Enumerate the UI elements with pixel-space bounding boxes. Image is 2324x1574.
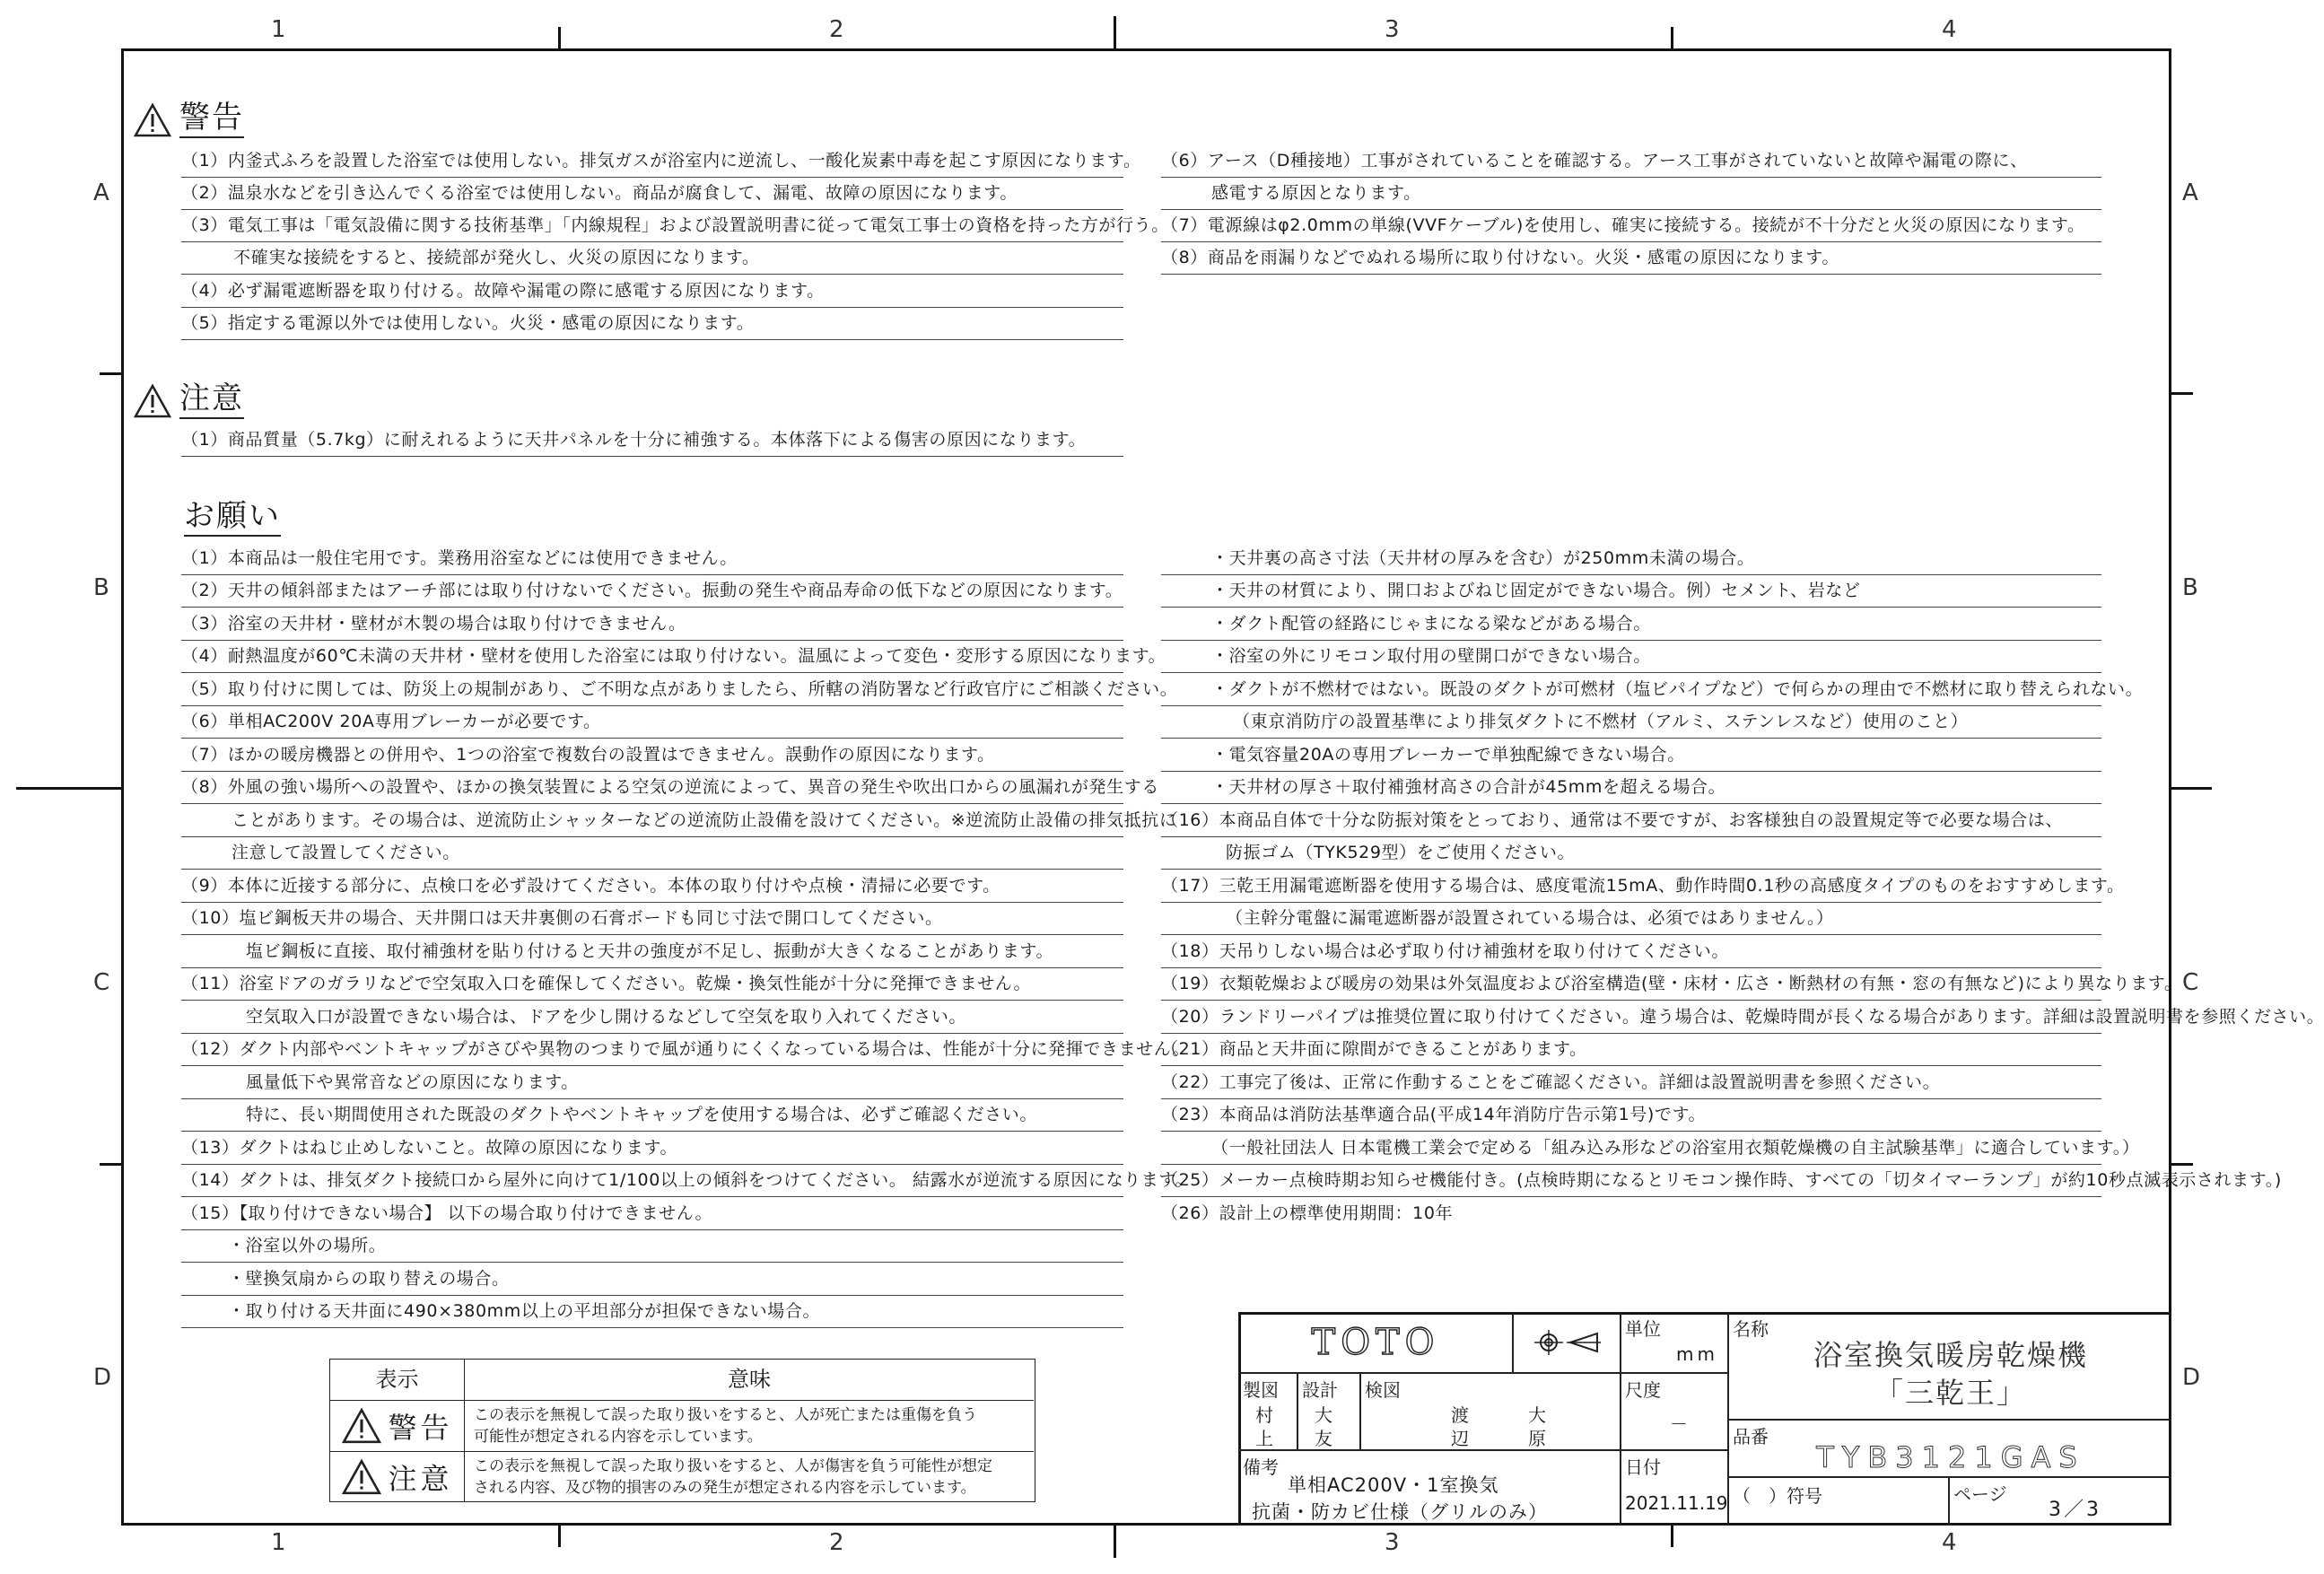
warning-item-7: （7）電源線はφ2.0mmの単線(VVFケーブル)を使用し、確実に接続する。接続が不十分だと火災の原因になります。	[1161, 212, 2101, 242]
request-item-23: （23）本商品は消防法基準適合品(平成14年消防庁告示第1号)です。	[1161, 1101, 2101, 1132]
request-item-19: （19）衣類乾燥および暖房の効果は外気温度および浴室構造(壁・床材・広さ・断熱材の有無・窓の有無など)により異なります。	[1161, 970, 2101, 1001]
brand-cell	[1238, 1312, 1513, 1373]
drafting-label: 製図	[1243, 1379, 1279, 1401]
symbol-label: （ ）符号	[1733, 1485, 1822, 1507]
request-item-14: （14）ダクトは、排気ダクト接続口から屋外に向けて1/100以上の傾斜をつけてください。 結露水が逆流する原因になります。	[181, 1167, 1123, 1197]
request-item-16-cont: 防振ゴム（TYK529型）をご使用ください。	[1161, 839, 2101, 870]
zone-col-1-bottom: 1	[271, 1529, 286, 1556]
product-name-line-1: 浴室換気暖房乾燥機	[1813, 1338, 2088, 1372]
warning-item-6-cont: 感電する原因となります。	[1161, 179, 2101, 210]
legend-row-caution-meaning	[465, 1452, 1034, 1501]
scale-label: 尺度	[1625, 1379, 1661, 1401]
request-item-6: （6）単相AC200V 20A専用ブレーカーが必要です。	[181, 708, 1123, 739]
check-name-2b: 原	[1528, 1428, 1546, 1449]
zone-col-2-bottom: 2	[829, 1529, 844, 1556]
request-item-9: （9）本体に近接する部分に、点検口を必ず設けてください。本体の取り付けや点検・清掃に必要です。	[181, 872, 1123, 903]
part-number-value: TYB3121GAS	[1816, 1440, 2085, 1474]
zone-col-4-bottom: 4	[1942, 1529, 1957, 1556]
unit-value: mm	[1676, 1343, 1718, 1365]
request-item-15: （15）【取り付けできない場合】 以下の場合取り付けできません。	[181, 1200, 1123, 1230]
unit-label: 単位	[1625, 1318, 1661, 1340]
warning-item-3-cont: 不確実な接続をすると、接続部が発火し、火災の原因になります。	[181, 244, 1123, 275]
legend-warning-meaning-2: 可能性が想定される内容を示しています。	[474, 1428, 763, 1446]
toto-logo: TOTO	[1311, 1322, 1440, 1363]
frame-tick	[2171, 1163, 2193, 1166]
name-cell	[1728, 1312, 2171, 1420]
request-right-7: ・電気容量20Aの専用ブレーカーで単独配線できない場合。	[1161, 741, 2101, 772]
request-item-12-cont: 風量低下や異常音などの原因になります。	[181, 1069, 1123, 1099]
legend-warning-text: 警告	[388, 1411, 453, 1445]
request-item-8-cont: ことがあります。その場合は、逆流防止シャッターなどの逆流防止設備を設けてください。※逆流防止設備の排気抵抗に	[181, 807, 1123, 837]
third-angle-projection-icon	[1531, 1327, 1603, 1358]
frame-tick	[100, 372, 121, 375]
request-right-8: ・天井材の厚さ＋取付補強材高さの合計が45mmを超える場合。	[1161, 774, 2101, 804]
date-value: 2021.11.19	[1625, 1492, 1728, 1514]
drafting-name-1: 村	[1255, 1404, 1273, 1426]
request-item-17: （17）三乾王用漏電遮断器を使用する場合は、感度電流15mA、動作時間0.1秒の高感度タイプのものをおすすめします。	[1161, 872, 2101, 903]
legend-row-warning-meaning	[465, 1401, 1034, 1452]
zone-row-c-left: C	[93, 969, 110, 996]
request-item-10-cont: 塩ビ鋼板に直接、取付補強材を貼り付けると天井の強度が不足し、振動が大きくなることがあります。	[181, 938, 1123, 968]
warning-heading	[133, 101, 244, 138]
check-name-1a: 渡	[1451, 1404, 1469, 1426]
warning-item-6: （6）アース（D種接地）工事がされていることを確認する。アース工事がされていないと故障や漏電の際に、	[1161, 147, 2101, 178]
warning-item-1: （1）内釜式ふろを設置した浴室では使用しない。排気ガスが浴室内に逆流し、一酸化炭素中毒を起こす原因になります。	[181, 147, 1123, 178]
request-item-20: （20）ランドリーパイプは推奨位置に取り付けてください。違う場合は、乾燥時間が長くなる場合があります。詳細は設置説明書を参照ください。	[1161, 1003, 2101, 1034]
warning-item-2: （2）温泉水などを引き込んでくる浴室では使用しない。商品が腐食して、漏電、故障の原因になります。	[181, 179, 1123, 210]
zone-col-3-bottom: 3	[1385, 1529, 1400, 1556]
warning-triangle-icon	[133, 102, 172, 138]
notes-line-2: 抗菌・防カビ仕様（グリルのみ）	[1252, 1501, 1548, 1523]
zone-row-a-left: A	[93, 179, 109, 206]
request-right-4: ・浴室の外にリモコン取付用の壁開口ができない場合。	[1161, 643, 2101, 673]
zone-row-d-left: D	[93, 1364, 112, 1391]
request-item-2: （2）天井の傾斜部またはアーチ部には取り付けないでください。振動の発生や商品寿命の低下などの原因になります。	[181, 577, 1123, 608]
warning-item-4: （4）必ず漏電遮断器を取り付ける。故障や漏電の際に感電する原因になります。	[181, 277, 1123, 308]
frame-tick	[2171, 787, 2212, 790]
drafting-cell	[1238, 1373, 1297, 1450]
zone-row-d-right: D	[2182, 1364, 2201, 1391]
request-right-5: ・ダクトが不燃材ではない。既設のダクトが可燃材（塩ビパイプなど）で何らかの理由で不燃材に取り替えられない。	[1161, 676, 2101, 706]
frame-tick	[558, 1526, 561, 1547]
request-item-15-sub-1: ・浴室以外の場所。	[181, 1232, 1123, 1263]
zone-row-b-left: B	[93, 574, 109, 601]
zone-col-1-top: 1	[271, 16, 286, 43]
request-item-15-sub-3: ・取り付ける天井面に490×380mm以上の平坦部分が担保できない場合。	[181, 1298, 1123, 1328]
legend-row-caution-label	[330, 1452, 465, 1501]
request-item-26: （26）設計上の標準使用期間：10年	[1161, 1203, 1454, 1223]
zone-row-c-right: C	[2182, 969, 2199, 996]
part-number-label: 品番	[1733, 1426, 1769, 1447]
frame-tick	[2171, 392, 2193, 395]
legend-header-meaning: 意味	[465, 1360, 1034, 1401]
check-label: 検図	[1365, 1379, 1401, 1401]
caution-triangle-icon	[133, 383, 172, 419]
request-item-25: （25）メーカー点検時期お知らせ機能付き。(点検時期になるとリモコン操作時、すべての「切タイマーランプ」が約10秒点滅表示されます。)	[1161, 1167, 2101, 1197]
request-item-7: （7）ほかの暖房機器との併用や、1つの浴室で複数台の設置はできません。誤動作の原因になります。	[181, 741, 1123, 772]
zone-col-2-top: 2	[829, 16, 844, 43]
check-name-2a: 辺	[1451, 1428, 1469, 1449]
legend-caution-meaning-2: される内容、及び物的損害のみの発生が想定される内容を示しています。	[474, 1479, 976, 1497]
request-item-21: （21）商品と天井面に隙間ができることがあります。	[1161, 1036, 2101, 1066]
legend-header-display: 表示	[330, 1360, 465, 1401]
design-cell	[1297, 1373, 1360, 1450]
part-number-cell	[1728, 1420, 2171, 1477]
request-item-10: （10）塩ビ鋼板天井の場合、天井開口は天井裏側の石膏ボードも同じ寸法で開口してください。	[181, 905, 1123, 935]
warning-title: 警告	[179, 101, 244, 138]
request-right-2: ・天井の材質により、開口およびねじ固定ができない場合。例）セメント、岩など	[1161, 577, 2101, 608]
drafting-name-2: 上	[1255, 1428, 1273, 1449]
check-cell	[1360, 1373, 1621, 1450]
warning-item-5: （5）指定する電源以外では使用しない。火災・感電の原因になります。	[181, 310, 1123, 340]
request-item-4: （4）耐熱温度が60℃未満の天井材・壁材を使用した浴室には取り付けない。温風によって変色・変形する原因になります。	[181, 643, 1123, 673]
frame-tick	[1671, 1526, 1673, 1547]
date-label: 日付	[1625, 1456, 1661, 1478]
scale-cell	[1621, 1373, 1728, 1450]
request-item-8: （8）外風の強い場所への設置や、ほかの換気装置による空気の逆流によって、異音の発生や吹出口からの風漏れが発生する	[181, 774, 1123, 804]
legend-table	[329, 1359, 1035, 1502]
request-item-12: （12）ダクト内部やベントキャップがさびや異物のつまりで風が通りにくくなっている場合は、性能が十分に発揮できません。	[181, 1036, 1123, 1066]
request-right-1: ・天井裏の高さ寸法（天井材の厚みを含む）が250mm未満の場合。	[1161, 545, 2101, 575]
frame-tick	[1114, 1526, 1116, 1558]
request-item-16: （16）本商品自体で十分な防振対策をとっており、通常は不要ですが、お客様独自の設置規定等で必要な場合は、	[1161, 807, 2101, 837]
request-item-17-cont: （主幹分電盤に漏電遮断器が設置されている場合は、必須ではありません。）	[1161, 905, 2101, 935]
scale-value: －	[1670, 1413, 1688, 1435]
zone-col-4-top: 4	[1942, 16, 1957, 43]
request-item-8-cont2: 注意して設置してください。	[181, 839, 1123, 870]
legend-warning-meaning-1: この表示を無視して誤った取り扱いをすると、人が死亡または重傷を負う	[474, 1406, 977, 1424]
frame-tick	[1671, 27, 1673, 48]
page-cell	[1949, 1477, 2171, 1526]
title-block	[1238, 1312, 2171, 1526]
unit-cell	[1621, 1312, 1728, 1373]
check-name-1b: 大	[1528, 1404, 1546, 1426]
legend-caution-text: 注意	[388, 1461, 453, 1496]
request-right-3: ・ダクト配管の経路にじゃまになる梁などがある場合。	[1161, 610, 2101, 641]
request-title: お願い	[184, 499, 281, 537]
projection-symbol-cell	[1513, 1312, 1621, 1373]
design-label: 設計	[1302, 1379, 1338, 1401]
frame-tick	[100, 1163, 121, 1166]
caution-title: 注意	[179, 381, 244, 419]
notes-label: 備考	[1243, 1456, 1279, 1478]
legend-row-warning-label	[330, 1401, 465, 1452]
request-item-11: （11）浴室ドアのガラリなどで空気取入口を確保してください。乾燥・換気性能が十分に発揮できません。	[181, 970, 1123, 1001]
product-name-line-2: 「三乾王」	[1874, 1376, 2027, 1410]
zone-row-a-right: A	[2182, 179, 2198, 206]
request-item-18: （18）天吊りしない場合は必ず取り付け補強材を取り付けてください。	[1161, 938, 2101, 968]
request-heading	[184, 499, 281, 537]
request-item-11-cont: 空気取入口が設置できない場合は、ドアを少し開けるなどして空気を取り入れてください。	[181, 1003, 1123, 1034]
page-value: 3／3	[2049, 1499, 2101, 1521]
request-item-15-sub-2: ・壁換気扇からの取り替えの場合。	[181, 1265, 1123, 1296]
warning-triangle-icon	[341, 1407, 382, 1445]
request-item-23-cont: （一般社団法人 日本電機工業会で定める「組み込み形などの浴室用衣類乾燥機の自主試験基準」に適合しています。）	[1161, 1134, 2101, 1165]
zone-col-3-top: 3	[1385, 16, 1400, 43]
date-cell	[1621, 1450, 1728, 1526]
request-right-6: （東京消防庁の設置基準により排気ダクトに不燃材（アルミ、ステンレスなど）使用のこと）	[1161, 708, 2101, 739]
frame-tick	[1114, 16, 1116, 48]
warning-item-3: （3）電気工事は「電気設備に関する技術基準」「内線規程」および設置説明書に従って電気工事士の資格を持った方が行う。	[181, 212, 1123, 242]
name-label: 名称	[1733, 1318, 1769, 1340]
page-label: ページ	[1953, 1483, 2007, 1505]
request-item-5: （5）取り付けに関しては、防災上の規制があり、ご不明な点がありましたら、所轄の消防署など行政官庁にご相談ください。	[181, 676, 1123, 706]
legend-caution-meaning-1: この表示を無視して誤った取り扱いをすると、人が傷害を負う可能性が想定	[474, 1457, 992, 1475]
request-item-1: （1）本商品は一般住宅用です。業務用浴室などには使用できません。	[181, 545, 1123, 575]
request-item-3: （3）浴室の天井材・壁材が木製の場合は取り付けできません。	[181, 610, 1123, 641]
frame-tick	[16, 787, 121, 790]
frame-tick	[558, 27, 561, 48]
request-item-22: （22）工事完了後は、正常に作動することをご確認ください。詳細は設置説明書を参照ください。	[1161, 1069, 2101, 1099]
request-item-13: （13）ダクトはねじ止めしないこと。故障の原因になります。	[181, 1134, 1123, 1165]
caution-item-1: （1）商品質量（5.7kg）に耐えれるように天井パネルを十分に補強する。本体落下による傷害の原因になります。	[181, 426, 1123, 457]
request-item-12-cont2: 特に、長い期間使用された既設のダクトやベントキャップを使用する場合は、必ずご確認ください。	[181, 1101, 1123, 1132]
zone-row-b-right: B	[2182, 574, 2198, 601]
notes-cell	[1238, 1450, 1621, 1526]
notes-line-1: 単相AC200V・1室換気	[1288, 1474, 1499, 1496]
caution-triangle-icon	[341, 1458, 382, 1496]
caution-heading	[133, 381, 244, 419]
symbol-cell	[1728, 1477, 1949, 1526]
design-name-1: 大	[1315, 1404, 1332, 1426]
warning-item-8: （8）商品を雨漏りなどでぬれる場所に取り付けない。火災・感電の原因になります。	[1161, 244, 2101, 275]
design-name-2: 友	[1315, 1428, 1332, 1449]
